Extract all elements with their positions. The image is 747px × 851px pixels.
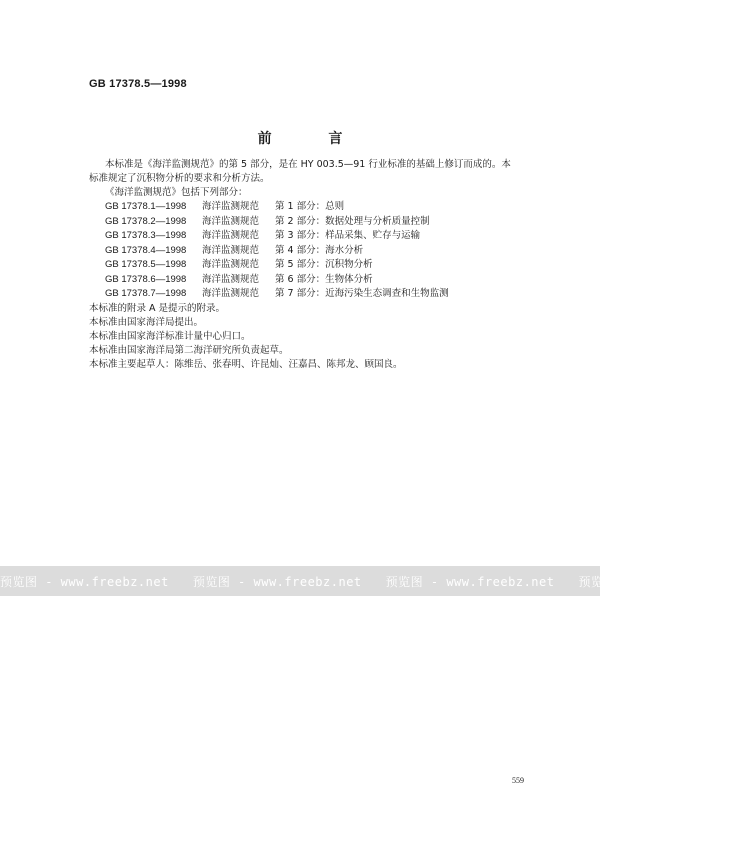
note-appendix: 本标准的附录 A 是提示的附录。 (89, 302, 226, 314)
intro-paragraph: 本标准是《海洋监测规范》的第 5 部分，是在 HY 003.5—91 行业标准的基础上修订而成的。本标准规定了沉积物分析的要求和分析方法。 (89, 159, 511, 184)
parts-list (89, 200, 517, 302)
standard-number: GB 17378.5—1998 (89, 78, 187, 90)
part-code: GB 17378.6—1998 (105, 273, 187, 285)
parts-list-item (89, 244, 517, 259)
parts-list-item (89, 215, 517, 230)
part-name: 海洋监测规范 (202, 215, 260, 227)
part-description: 第 4 部分：海水分析 (275, 244, 364, 256)
note-proposer: 本标准由国家海洋局提出。 (89, 316, 204, 328)
part-code: GB 17378.3—1998 (105, 230, 187, 242)
page-number: 559 (512, 776, 524, 785)
part-name: 海洋监测规范 (202, 244, 260, 256)
part-name: 海洋监测规范 (202, 288, 260, 300)
part-description: 第 2 部分：数据处理与分析质量控制 (275, 215, 430, 227)
watermark-banner (0, 566, 747, 596)
watermark-text: 预览图 - www.freebz.net (385, 574, 555, 589)
note-drafters: 本标准主要起草人：陈维岳、张春明、许昆灿、汪嘉昌、陈邦龙、顾国良。 (89, 358, 403, 370)
part-code: GB 17378.1—1998 (105, 201, 187, 213)
watermark-text: 预览图 - www.freebz.net (578, 574, 747, 589)
part-code: GB 17378.2—1998 (105, 215, 187, 227)
note-drafting-unit: 本标准由国家海洋局第二海洋研究所负责起草。 (89, 344, 289, 356)
document-body (89, 158, 517, 372)
part-description: 第 6 部分：生物体分析 (275, 273, 373, 285)
part-description: 第 1 部分：总则 (275, 201, 345, 213)
note-administrator: 本标准由国家海洋标准计量中心归口。 (89, 330, 251, 342)
watermark-text: 预览图 - www.freebz.net (192, 574, 362, 589)
part-description: 第 5 部分：沉积物分析 (275, 259, 373, 271)
part-description: 第 3 部分：样品采集、贮存与运输 (275, 230, 421, 242)
parts-list-item (89, 273, 517, 288)
part-code: GB 17378.5—1998 (105, 259, 187, 271)
parts-list-item (89, 229, 517, 244)
part-name: 海洋监测规范 (202, 201, 260, 213)
part-code: GB 17378.4—1998 (105, 244, 187, 256)
part-description: 第 7 部分：近海污染生态调查和生物监测 (275, 288, 449, 300)
part-code: GB 17378.7—1998 (105, 288, 187, 300)
parts-list-item (89, 200, 517, 215)
page-title: 前 言 (257, 131, 369, 147)
parts-list-item (89, 287, 517, 302)
part-name: 海洋监测规范 (202, 273, 260, 285)
parts-intro: 《海洋监测规范》包括下列部分： (105, 187, 248, 198)
part-name: 海洋监测规范 (202, 259, 260, 271)
part-name: 海洋监测规范 (202, 230, 260, 242)
parts-list-item (89, 258, 517, 273)
watermark-text: 预览图 - www.freebz.net (0, 574, 169, 589)
